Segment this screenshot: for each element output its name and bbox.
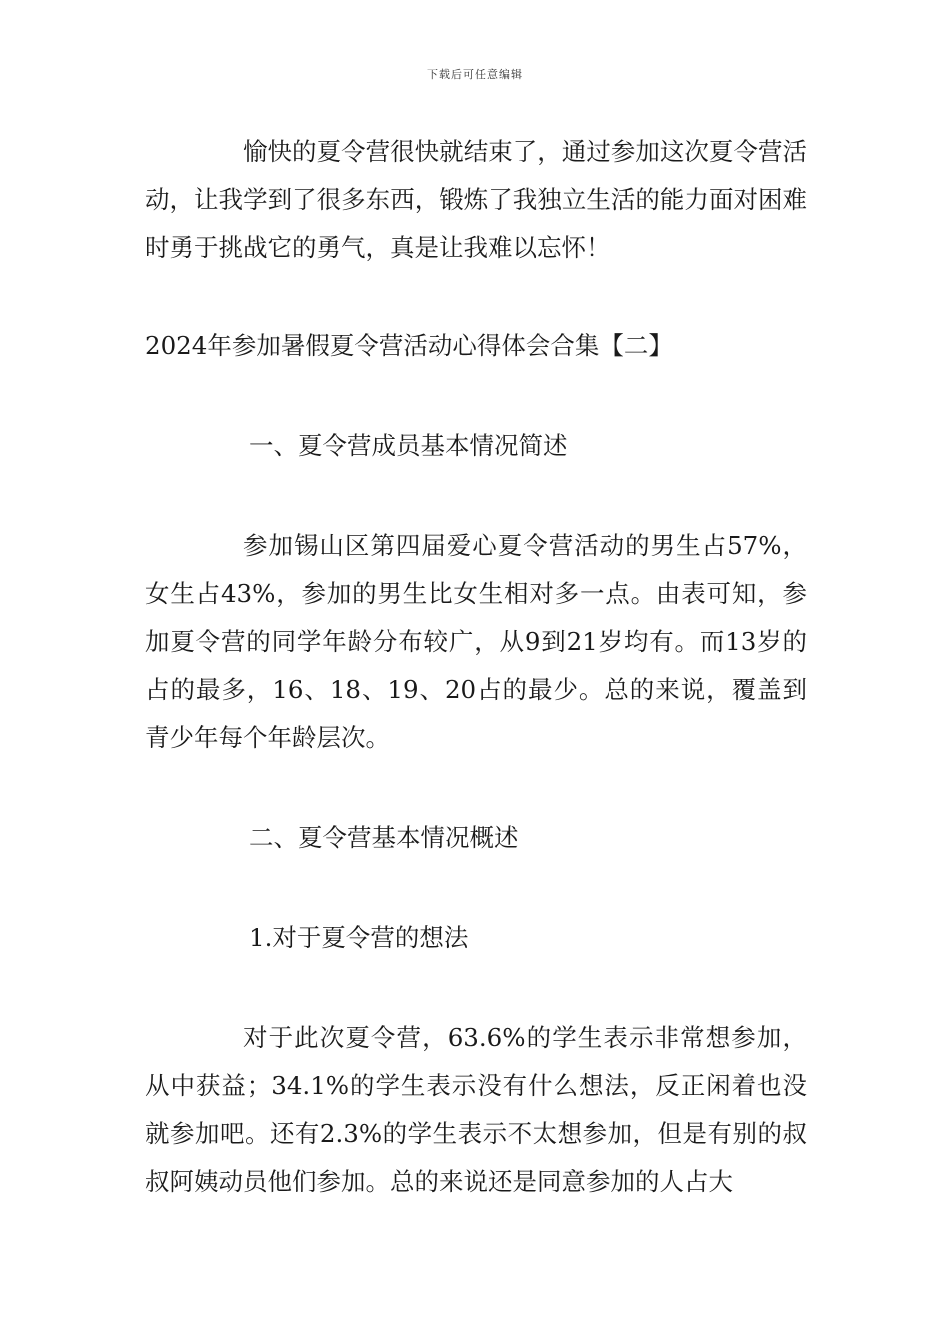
section-title: 2024年参加暑假夏令营活动心得体会合集【二】 (145, 331, 673, 360)
paragraph-thoughts: 对于此次夏令营，63.6%的学生表示非常想参加，从中获益；34.1%的学生表示没有什么想法，反正闲着也没就参加吧。还有2.3%的学生表示不太想参加，但是有别的叔叔阿姨动员他们参加。总的来说还是同意参加的人占大 (145, 1023, 807, 1196)
paragraph-members: 参加锡山区第四届爱心夏令营活动的男生占57%，女生占43%，参加的男生比女生相对多一点。由表可知，参加夏令营的同学年龄分布较广，从9到21岁均有。而13岁的占的最多，16、18、19、20占的最少。总的来说，覆盖到青少年每个年龄层次。 (145, 531, 807, 752)
document-body (145, 128, 807, 1206)
heading-overview: 二、夏令营基本情况概述 (249, 823, 519, 852)
heading-members: 一、夏令营成员基本情况简述 (249, 431, 568, 460)
paragraph-conclusion: 愉快的夏令营很快就结束了，通过参加这次夏令营活动，让我学到了很多东西，锻炼了我独立生活的能力面对困难时勇于挑战它的勇气，真是让我难以忘怀！ (145, 137, 807, 262)
heading-thoughts: 1.对于夏令营的想法 (249, 923, 469, 952)
header-note: 下载后可任意编辑 (427, 68, 523, 81)
